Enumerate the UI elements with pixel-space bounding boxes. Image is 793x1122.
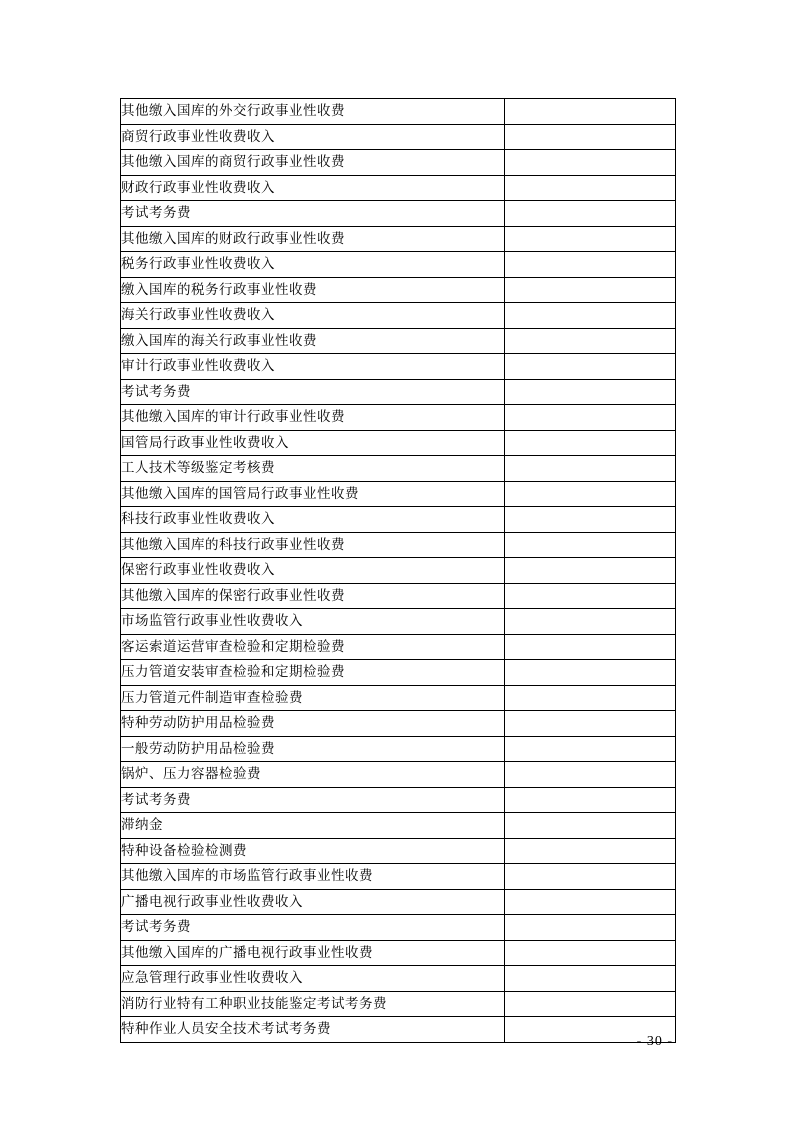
item-value-cell (505, 226, 676, 252)
item-name-cell: 特种设备检验检测费 (121, 838, 505, 864)
table-row (121, 405, 676, 431)
item-value-cell (505, 405, 676, 431)
item-name-cell: 科技行政事业性收费收入 (121, 507, 505, 533)
item-value-cell (505, 685, 676, 711)
item-value-cell (505, 915, 676, 941)
item-name-cell: 缴入国库的海关行政事业性收费 (121, 328, 505, 354)
table-row (121, 226, 676, 252)
item-value-cell (505, 889, 676, 915)
table-row (121, 813, 676, 839)
table-row (121, 711, 676, 737)
item-value-cell (505, 711, 676, 737)
item-name-cell: 税务行政事业性收费收入 (121, 252, 505, 278)
table-row (121, 303, 676, 329)
item-value-cell (505, 558, 676, 584)
item-value-cell (505, 864, 676, 890)
table-row (121, 481, 676, 507)
page-number: - 30 - (636, 1034, 673, 1049)
item-name-cell: 其他缴入国库的国管局行政事业性收费 (121, 481, 505, 507)
item-name-cell: 审计行政事业性收费收入 (121, 354, 505, 380)
item-name-cell: 市场监管行政事业性收费收入 (121, 609, 505, 635)
item-value-cell (505, 966, 676, 992)
table-row (121, 864, 676, 890)
item-name-cell: 其他缴入国库的科技行政事业性收费 (121, 532, 505, 558)
table-row (121, 1017, 676, 1043)
item-value-cell (505, 838, 676, 864)
table-row (121, 124, 676, 150)
table-row (121, 456, 676, 482)
item-value-cell (505, 583, 676, 609)
table-row (121, 354, 676, 380)
table-row (121, 966, 676, 992)
table-row (121, 991, 676, 1017)
table-row (121, 838, 676, 864)
item-name-cell: 国管局行政事业性收费收入 (121, 430, 505, 456)
table-row (121, 940, 676, 966)
item-value-cell (505, 507, 676, 533)
item-value-cell (505, 277, 676, 303)
item-name-cell: 缴入国库的税务行政事业性收费 (121, 277, 505, 303)
item-value-cell (505, 813, 676, 839)
table-row (121, 175, 676, 201)
item-value-cell (505, 303, 676, 329)
item-name-cell: 其他缴入国库的保密行政事业性收费 (121, 583, 505, 609)
item-value-cell (505, 430, 676, 456)
table-row (121, 685, 676, 711)
table-row (121, 889, 676, 915)
item-name-cell: 压力管道安装审查检验和定期检验费 (121, 660, 505, 686)
item-value-cell (505, 634, 676, 660)
item-name-cell: 其他缴入国库的市场监管行政事业性收费 (121, 864, 505, 890)
item-name-cell: 一般劳动防护用品检验费 (121, 736, 505, 762)
table-row (121, 252, 676, 278)
table-row (121, 507, 676, 533)
item-name-cell: 其他缴入国库的外交行政事业性收费 (121, 99, 505, 125)
item-name-cell: 客运索道运营审查检验和定期检验费 (121, 634, 505, 660)
item-name-cell: 特种劳动防护用品检验费 (121, 711, 505, 737)
item-value-cell (505, 175, 676, 201)
table-row (121, 532, 676, 558)
table-row (121, 558, 676, 584)
item-name-cell: 压力管道元件制造审查检验费 (121, 685, 505, 711)
item-name-cell: 其他缴入国库的审计行政事业性收费 (121, 405, 505, 431)
table-row (121, 583, 676, 609)
budget-items-table (120, 98, 676, 1043)
item-value-cell (505, 456, 676, 482)
item-name-cell: 保密行政事业性收费收入 (121, 558, 505, 584)
item-value-cell (505, 150, 676, 176)
table-row (121, 736, 676, 762)
item-value-cell (505, 99, 676, 125)
item-name-cell: 海关行政事业性收费收入 (121, 303, 505, 329)
item-name-cell: 考试考务费 (121, 787, 505, 813)
item-name-cell: 消防行业特有工种职业技能鉴定考试考务费 (121, 991, 505, 1017)
table-row (121, 660, 676, 686)
table-row (121, 328, 676, 354)
table-row (121, 609, 676, 635)
item-name-cell: 特种作业人员安全技术考试考务费 (121, 1017, 505, 1043)
item-value-cell (505, 609, 676, 635)
item-value-cell (505, 481, 676, 507)
item-value-cell (505, 940, 676, 966)
item-name-cell: 其他缴入国库的广播电视行政事业性收费 (121, 940, 505, 966)
item-name-cell: 滞纳金 (121, 813, 505, 839)
table-row (121, 99, 676, 125)
item-value-cell (505, 328, 676, 354)
item-name-cell: 考试考务费 (121, 915, 505, 941)
item-value-cell (505, 787, 676, 813)
item-name-cell: 考试考务费 (121, 201, 505, 227)
table-row (121, 787, 676, 813)
item-value-cell (505, 354, 676, 380)
item-value-cell (505, 379, 676, 405)
item-name-cell: 工人技术等级鉴定考核费 (121, 456, 505, 482)
table-row (121, 150, 676, 176)
item-name-cell: 其他缴入国库的商贸行政事业性收费 (121, 150, 505, 176)
table-row (121, 379, 676, 405)
table-row (121, 277, 676, 303)
table-body (121, 99, 676, 1043)
item-value-cell (505, 532, 676, 558)
item-value-cell (505, 252, 676, 278)
item-value-cell (505, 124, 676, 150)
item-name-cell: 广播电视行政事业性收费收入 (121, 889, 505, 915)
table-row (121, 634, 676, 660)
item-value-cell (505, 201, 676, 227)
item-value-cell (505, 736, 676, 762)
item-name-cell: 财政行政事业性收费收入 (121, 175, 505, 201)
table-row (121, 915, 676, 941)
item-value-cell (505, 660, 676, 686)
item-name-cell: 商贸行政事业性收费收入 (121, 124, 505, 150)
item-value-cell (505, 762, 676, 788)
item-name-cell: 考试考务费 (121, 379, 505, 405)
table-row (121, 201, 676, 227)
item-name-cell: 应急管理行政事业性收费收入 (121, 966, 505, 992)
table-row (121, 762, 676, 788)
item-name-cell: 锅炉、压力容器检验费 (121, 762, 505, 788)
table-row (121, 430, 676, 456)
item-value-cell (505, 991, 676, 1017)
item-name-cell: 其他缴入国库的财政行政事业性收费 (121, 226, 505, 252)
